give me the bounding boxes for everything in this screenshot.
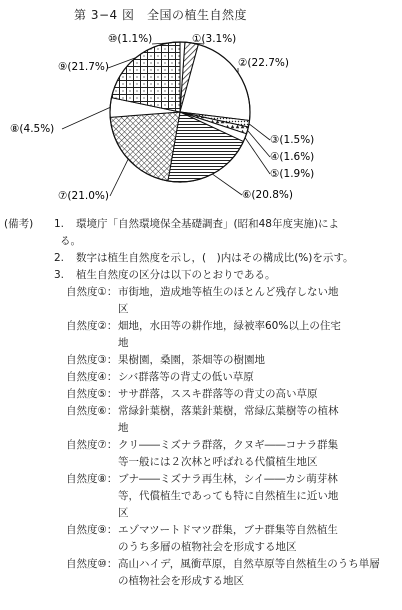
class-row: [0, 522, 402, 539]
class-definition: エゾマツートドマツ群集，ブナ群集等自然植生: [118, 524, 338, 536]
class-row: [0, 437, 402, 454]
note-row: [0, 267, 402, 284]
figure-title: [0, 6, 402, 23]
class-row: [0, 301, 402, 318]
class-definition: 常緑針葉樹，落葉針葉樹，常緑広葉樹等の植林: [118, 405, 339, 417]
pie-chart: [0, 24, 402, 214]
class-row: [0, 335, 402, 352]
class-name: 自然度④：: [66, 371, 118, 383]
class-row: [0, 488, 402, 505]
slice-label-7: ⑦(21.0%): [58, 190, 109, 202]
slice-label-8: ⑧(4.5%): [10, 123, 55, 135]
note-text: 数字は植生自然度を示し，( )内はその構成比(%)を示す。: [76, 252, 354, 264]
class-row: [0, 318, 402, 335]
leader-line-5: [245, 138, 270, 174]
class-definition: のうち多層の植物社会を形成する地区: [118, 541, 297, 553]
class-name: 自然度⑩：: [66, 558, 118, 570]
class-row: [0, 471, 402, 488]
class-definition: の植物社会を形成する地区: [118, 575, 244, 587]
class-row: [0, 556, 402, 573]
notes-section: [0, 216, 402, 590]
class-definition: 高山ハイデ，風衝草原，自然草原等自然植生のうち単層: [118, 558, 380, 570]
class-name: 自然度⑨：: [66, 524, 118, 536]
class-definition: シバ群落等の背丈の低い草原: [118, 371, 254, 383]
leader-line-6: [212, 174, 242, 195]
note-row: [0, 250, 402, 267]
note-number: 3.: [54, 269, 65, 281]
class-row: [0, 539, 402, 556]
note-row: [0, 233, 402, 250]
class-row: [0, 403, 402, 420]
leader-line-8: [62, 107, 110, 129]
class-row: [0, 420, 402, 437]
class-name: 自然度⑥：: [66, 405, 118, 417]
leader-line-4: [248, 130, 271, 157]
note-text: 植生自然度の区分は以下のとおりである。: [76, 269, 276, 281]
class-definition: クリ――ミズナラ群落，クヌギ――コナラ群集: [118, 439, 339, 451]
slice-label-3: ③(1.5%): [270, 134, 315, 146]
class-definition: 区: [118, 303, 129, 315]
class-definition: 地: [118, 422, 129, 434]
class-row: [0, 352, 402, 369]
class-name: 自然度①：: [66, 286, 118, 298]
class-definition: ササ群落，ススキ群落等の背丈の高い草原: [118, 388, 318, 400]
class-definition: 区: [118, 507, 129, 519]
slice-label-1: ①(3.1%): [192, 33, 237, 45]
class-definition: ブナ――ミズナラ再生林，シイ――カシ萌芽林: [118, 473, 338, 485]
class-definition: 畑地，水田等の耕作地，緑被率60%以上の住宅: [118, 320, 341, 332]
class-name: 自然度⑦：: [66, 439, 118, 451]
class-row: [0, 284, 402, 301]
figure-title-text: 第 3−4 図 全国の植生自然度: [74, 8, 247, 22]
note-text: 環境庁「自然環境保全基礎調査」(昭和48年度実施)によ: [76, 218, 340, 230]
note-number: 1.: [54, 218, 65, 230]
slice-label-4: ④(1.6%): [270, 151, 315, 163]
class-definition: 地: [118, 337, 129, 349]
class-definition: 果樹園，桑園，茶畑等の樹園地: [118, 354, 265, 366]
pie-slice-7: [110, 112, 180, 181]
class-definition: 市街地，造成地等植生のほとんど残存しない地: [118, 286, 339, 298]
slice-label-6: ⑥(20.8%): [242, 189, 293, 201]
slice-label-10: ⑩(1.1%): [108, 33, 153, 45]
note-row: [0, 216, 402, 233]
class-name: 自然度⑤：: [66, 388, 118, 400]
leader-line-3: [249, 124, 270, 140]
class-name: 自然度②：: [66, 320, 118, 332]
class-name: 自然度③：: [66, 354, 118, 366]
class-row: [0, 369, 402, 386]
note-number: 2.: [54, 252, 65, 264]
leader-line-7: [110, 159, 128, 196]
slice-label-5: ⑤(1.9%): [270, 168, 315, 180]
class-name: 自然度⑧：: [66, 473, 118, 485]
class-definition: 等一般には２次林と呼ばれる代償植生地区: [118, 456, 318, 468]
slice-label-9: ⑨(21.7%): [58, 61, 109, 73]
class-row: [0, 454, 402, 471]
note-text: る。: [60, 235, 81, 247]
class-row: [0, 505, 402, 522]
class-definition: 等，代償植生であっても特に自然植生に近い地: [118, 490, 339, 502]
slice-label-2: ②(22.7%): [238, 57, 289, 69]
notes-label: (備考): [4, 218, 34, 230]
class-row: [0, 573, 402, 590]
class-row: [0, 386, 402, 403]
